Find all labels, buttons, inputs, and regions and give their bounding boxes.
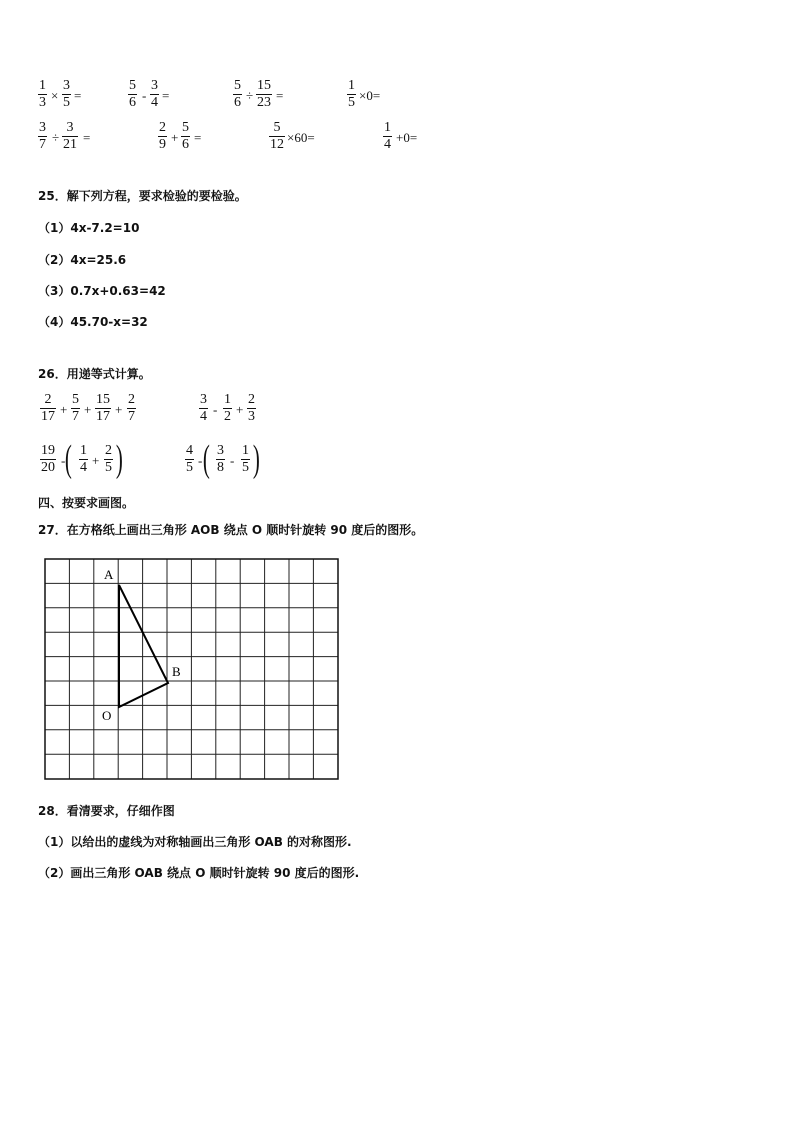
operator: + [171,130,179,145]
denominator: 2 [224,409,231,424]
operator: + [60,402,68,417]
numerator: 1 [224,392,231,407]
operator-tail: +0= [396,130,418,145]
question-26-title: 26．用递等式计算。 [38,367,151,381]
numerator: 2 [248,392,255,407]
operator: + [92,453,100,468]
denominator: 20 [41,460,55,475]
q25-item: （4）45.70-x=32 [38,315,148,329]
q25-item: （2）4x=25.6 [38,253,127,267]
operator-tail: ×0= [359,88,381,103]
grid-lines [45,559,338,779]
q25-item: （3）0.7x+0.63=42 [38,284,166,298]
operator: ÷ [52,130,60,145]
right-parenthesis: ) [252,438,260,480]
denominator: 7 [72,409,79,424]
numerator: 2 [44,392,52,407]
numerator: 3 [151,78,158,93]
numerator: 5 [72,392,79,407]
triangle-AOB [119,585,168,707]
denominator: 17 [96,409,110,424]
operator-tail: ×60= [287,130,315,145]
denominator: 5 [186,460,193,475]
denominator: 3 [39,95,46,110]
q28-item: （2）画出三角形 OAB 绕点 O 顺时针旋转 90 度后的图形. [38,866,360,880]
label-B: B [172,664,181,679]
operator: ÷ [246,88,254,103]
denominator: 5 [105,460,112,475]
numerator: 4 [186,443,193,458]
numerator: 5 [182,120,189,135]
equals-sign: = [194,130,202,145]
numerator: 1 [384,120,391,135]
numerator: 3 [200,392,207,407]
operator: × [51,88,59,103]
denominator: 3 [248,409,255,424]
denominator: 4 [151,95,158,110]
denominator: 7 [39,137,46,152]
denominator: 12 [270,137,284,152]
operator: - [213,402,218,417]
denominator: 5 [242,460,249,475]
numerator: 1 [80,443,87,458]
operator: + [84,402,92,417]
denominator: 17 [41,409,55,424]
denominator: 4 [384,137,391,152]
denominator: 5 [348,95,355,110]
question-27-title: 27．在方格纸上画出三角形 AOB 绕点 O 顺时针旋转 90 度后的图形。 [38,523,424,537]
numerator: 5 [129,78,136,93]
numerator: 15 [257,78,271,93]
operator: - [198,453,203,468]
denominator: 6 [129,95,136,110]
right-parenthesis: ) [115,438,123,480]
denominator: 6 [182,137,189,152]
denominator: 21 [63,137,77,152]
question-25-title: 25．解下列方程，要求检验的要检验。 [38,189,247,203]
numerator: 2 [128,392,135,407]
left-parenthesis: ( [202,438,210,480]
question-28-title: 28．看清要求，仔细作图 [38,804,175,818]
numerator: 3 [66,120,74,135]
label-A: A [104,567,114,582]
numerator: 19 [41,443,55,458]
numerator: 3 [217,443,224,458]
equals-sign: = [83,130,91,145]
numerator: 1 [348,78,355,93]
operator: - [142,88,147,103]
numerator: 2 [159,120,166,135]
left-parenthesis: ( [64,438,72,480]
denominator: 9 [159,137,166,152]
operator: + [115,402,123,417]
denominator: 6 [234,95,241,110]
operator: - [230,453,235,468]
equals-sign: = [276,88,284,103]
denominator: 7 [128,409,135,424]
q28-item: （1）以给出的虚线为对称轴画出三角形 OAB 的对称图形. [38,835,352,849]
numerator: 1 [39,78,46,93]
q25-item: （1）4x-7.2=10 [38,221,140,235]
numerator: 5 [273,120,281,135]
denominator: 4 [80,460,87,475]
numerator: 15 [96,392,110,407]
operator: - [61,453,66,468]
numerator: 3 [63,78,70,93]
numerator: 1 [242,443,249,458]
numerator: 2 [105,443,112,458]
denominator: 23 [257,95,271,110]
equals-sign: = [162,88,170,103]
denominator: 4 [200,409,207,424]
operator: + [236,402,244,417]
denominator: 5 [63,95,70,110]
denominator: 8 [217,460,224,475]
equals-sign: = [74,88,82,103]
numerator: 3 [39,120,46,135]
section-4-heading: 四、按要求画图。 [38,496,135,510]
label-O: O [102,708,112,723]
numerator: 5 [234,78,241,93]
